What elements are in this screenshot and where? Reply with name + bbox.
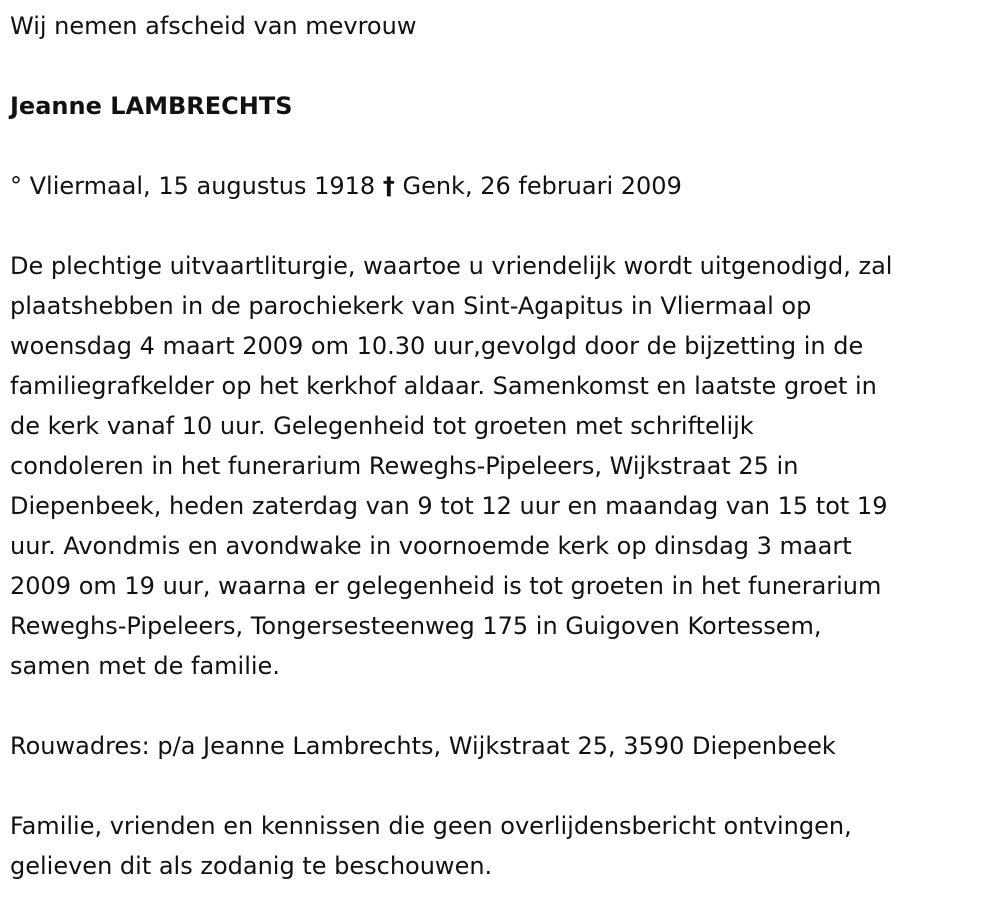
spacer [10,686,995,726]
spacer [10,206,995,246]
ceremony-line: plaatshebben in de parochiekerk van Sint-Agapitus in Vliermaal op [10,292,812,320]
death-notice [10,6,995,886]
ceremony-line: woensdag 4 maart 2009 om 10.30 uur,gevolgd door de bijzetting in de [10,332,864,360]
deceased-name: Jeanne LAMBRECHTS [10,92,293,120]
spacer [10,46,995,86]
spacer [10,766,995,806]
closing-paragraph [10,806,995,886]
ceremony-line: condoleren in het funerarium Reweghs-Pipeleers, Wijkstraat 25 in [10,452,799,480]
intro-line: Wij nemen afscheid van mevrouw [10,12,417,40]
closing-line: gelieven dit als zodanig te beschouwen. [10,852,493,880]
birth-info: ° Vliermaal, 15 augustus 1918 [10,172,376,200]
mourning-address: Rouwadres: p/a Jeanne Lambrechts, Wijkstraat 25, 3590 Diepenbeek [10,732,836,760]
ceremony-line: samen met de familie. [10,652,280,680]
ceremony-line: De plechtige uitvaartliturgie, waartoe u vriendelijk wordt uitgenodigd, zal [10,252,893,280]
ceremony-line: uur. Avondmis en avondwake in voornoemde kerk op dinsdag 3 maart [10,532,852,560]
ceremony-paragraph [10,246,995,686]
ceremony-line: Reweghs-Pipeleers, Tongersesteenweg 175 in Guigoven Kortessem, [10,612,822,640]
spacer [10,126,995,166]
ceremony-line: familiegrafkelder op het kerkhof aldaar. Samenkomst en laatste groet in [10,372,877,400]
ceremony-line: 2009 om 19 uur, waarna er gelegenheid is tot groeten in het funerarium [10,572,882,600]
death-info: Genk, 26 februari 2009 [402,172,682,200]
life-dates [10,166,995,206]
ceremony-line: Diepenbeek, heden zaterdag van 9 tot 12 uur en maandag van 15 tot 19 [10,492,888,520]
cross-icon: † [382,172,395,200]
ceremony-line: de kerk vanaf 10 uur. Gelegenheid tot groeten met schriftelijk [10,412,754,440]
closing-line: Familie, vrienden en kennissen die geen overlijdensbericht ontvingen, [10,812,852,840]
